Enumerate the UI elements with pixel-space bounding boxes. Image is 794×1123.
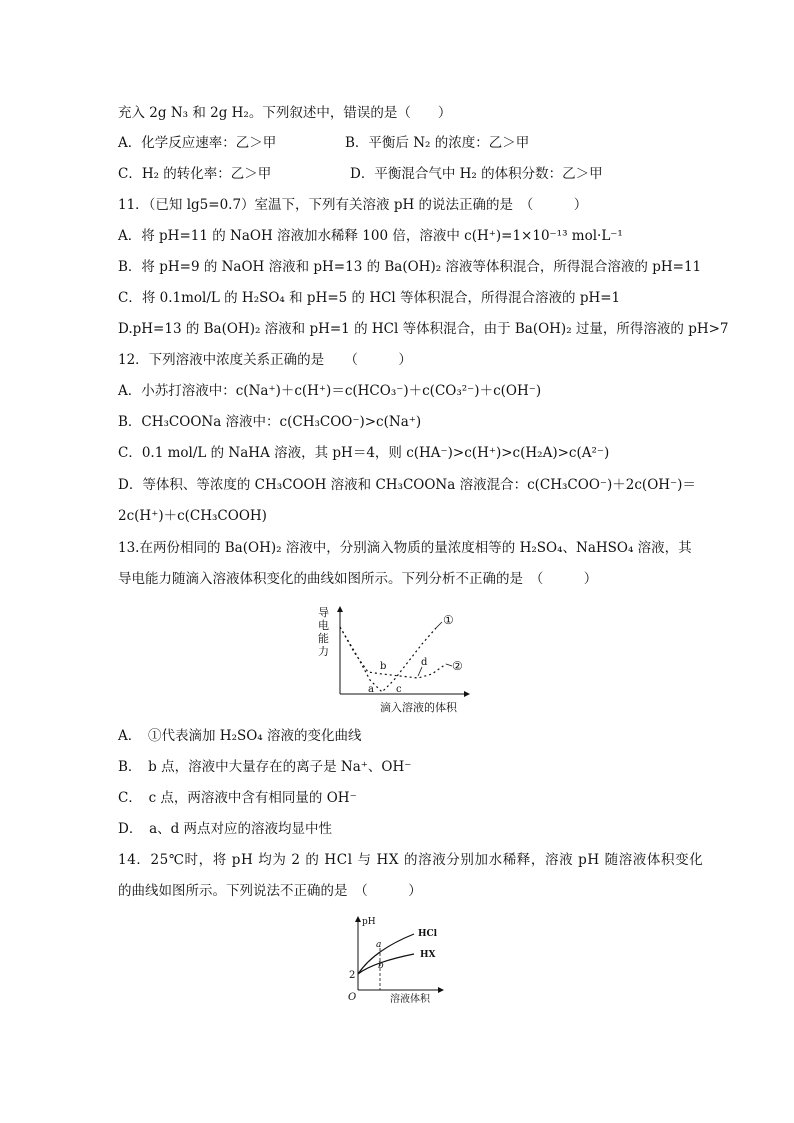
option-c: C．0.1 mol/L 的 NaHA 溶液，其 pH＝4，则 c(HA⁻)>c(H⁺)>c(H₂A)>c(A²⁻)	[118, 445, 610, 461]
fig14-curve-hcl	[358, 934, 414, 974]
text-line: 导电能力随滴入溶液体积变化的曲线如图所示。下列分析不正确的是 （ ）	[118, 571, 598, 587]
fig13-y-arrow	[337, 606, 343, 612]
fig14-y-arrow	[355, 916, 361, 922]
fig13-point-b: b	[380, 661, 387, 672]
option-b: B． b 点，溶液中大量存在的离子是 Na⁺、OH⁻	[118, 759, 412, 775]
option-b: B．将 pH=9 的 NaOH 溶液和 pH=13 的 Ba(OH)₂ 溶液等体积混合，所得混合溶液的 pH=11	[118, 259, 702, 275]
question-13: 13.在两份相同的 Ba(OH)₂ 溶液中，分别滴入物质的量浓度相等的 H₂SO₄、NaHSO₄ 溶液，其	[118, 540, 692, 556]
fig13-d-leader	[418, 667, 422, 676]
fig13-label1-leader	[436, 622, 442, 628]
fig14-hcl-label: HCl	[418, 929, 438, 939]
option-d: D．平衡混合气中 H₂ 的体积分数：乙＞甲	[350, 166, 603, 182]
option-a: A．化学反应速率：乙＞甲	[118, 135, 277, 151]
figure-13-conductivity-chart	[318, 602, 478, 717]
option-a: A．将 pH=11 的 NaOH 溶液加水稀释 100 倍，溶液中 c(H⁺)=1×10⁻¹³ mol·L⁻¹	[118, 228, 623, 244]
option-a: A． ①代表滴加 H₂SO₄ 溶液的变化曲线	[118, 728, 362, 744]
fig14-x-arrow	[438, 987, 444, 993]
fig14-point-b: b	[378, 961, 384, 971]
figure-14-ph-chart	[344, 912, 454, 1007]
text-line: 的曲线如图所示。下列说法不正确的是 （ ）	[118, 883, 422, 899]
option-a: A．小苏打溶液中：c(Na⁺)＋c(H⁺)＝c(HCO₃⁻)＋c(CO₃²⁻)＋c(OH⁻)	[118, 383, 542, 399]
question-14: 14．25℃时，将 pH 均为 2 的 HCl 与 HX 的溶液分别加水稀释，溶液 pH 随溶液体积变化	[118, 852, 704, 868]
fig14-point-a: a	[376, 940, 382, 950]
option-d: D.pH=13 的 Ba(OH)₂ 溶液和 pH=1 的 HCl 等体积混合，由于 Ba(OH)₂ 过量，所得溶液的 pH>7	[118, 321, 729, 337]
fig13-point-d: d	[421, 657, 428, 668]
fig13-curve1-label: ①	[443, 613, 454, 627]
option-c: C．H₂ 的转化率：乙＞甲	[118, 166, 272, 182]
fig13-curve-2	[340, 627, 446, 678]
fig14-origin: O	[348, 992, 357, 1003]
option-d: D．等体积、等浓度的 CH₃COOH 溶液和 CH₃COONa 溶液混合：c(CH₃COO⁻)＋2c(OH⁻)＝	[118, 477, 696, 493]
fig14-ylabel: pH	[362, 917, 376, 927]
fig13-ylabel-3: 能	[318, 632, 329, 645]
fig13-ylabel-4: 力	[318, 645, 329, 658]
fig13-xlabel: 滴入溶液的体积	[380, 701, 457, 714]
fig13-ylabel-2: 电	[318, 619, 329, 632]
fig13-curve2-label: ②	[452, 659, 463, 673]
option-c: C． c 点，两溶液中含有相同量的 OH⁻	[118, 790, 357, 806]
text-line: 充入 2g N₃ 和 2g H₂。下列叙述中，错误的是（ ）	[118, 105, 452, 121]
fig13-point-c: c	[396, 684, 402, 695]
fig14-ytick: 2	[349, 970, 356, 981]
option-c: C．将 0.1mol/L 的 H₂SO₄ 和 pH=5 的 HCl 等体积混合，所得混合溶液的 pH=1	[118, 290, 621, 306]
question-12: 12．下列溶液中浓度关系正确的是 （ ）	[118, 352, 412, 368]
fig14-xlabel: 溶液体积	[390, 994, 430, 1005]
fig13-x-arrow	[464, 691, 470, 697]
question-11: 11．（已知 lg5=0.7）室温下，下列有关溶液 pH 的说法正确的是 （ ）	[118, 197, 588, 213]
fig13-point-a: a	[368, 684, 374, 695]
fig13-ylabel-1: 导	[318, 606, 329, 619]
fig14-hx-label: HX	[420, 950, 436, 960]
option-b: B．CH₃COONa 溶液中：c(CH₃COO⁻)>c(Na⁺)	[118, 414, 422, 430]
text-line: 2c(H⁺)＋c(CH₃COOH)	[118, 508, 267, 524]
option-d: D． a、d 两点对应的溶液均显中性	[118, 821, 333, 837]
option-b: B．平衡后 N₂ 的浓度：乙＞甲	[345, 135, 530, 151]
